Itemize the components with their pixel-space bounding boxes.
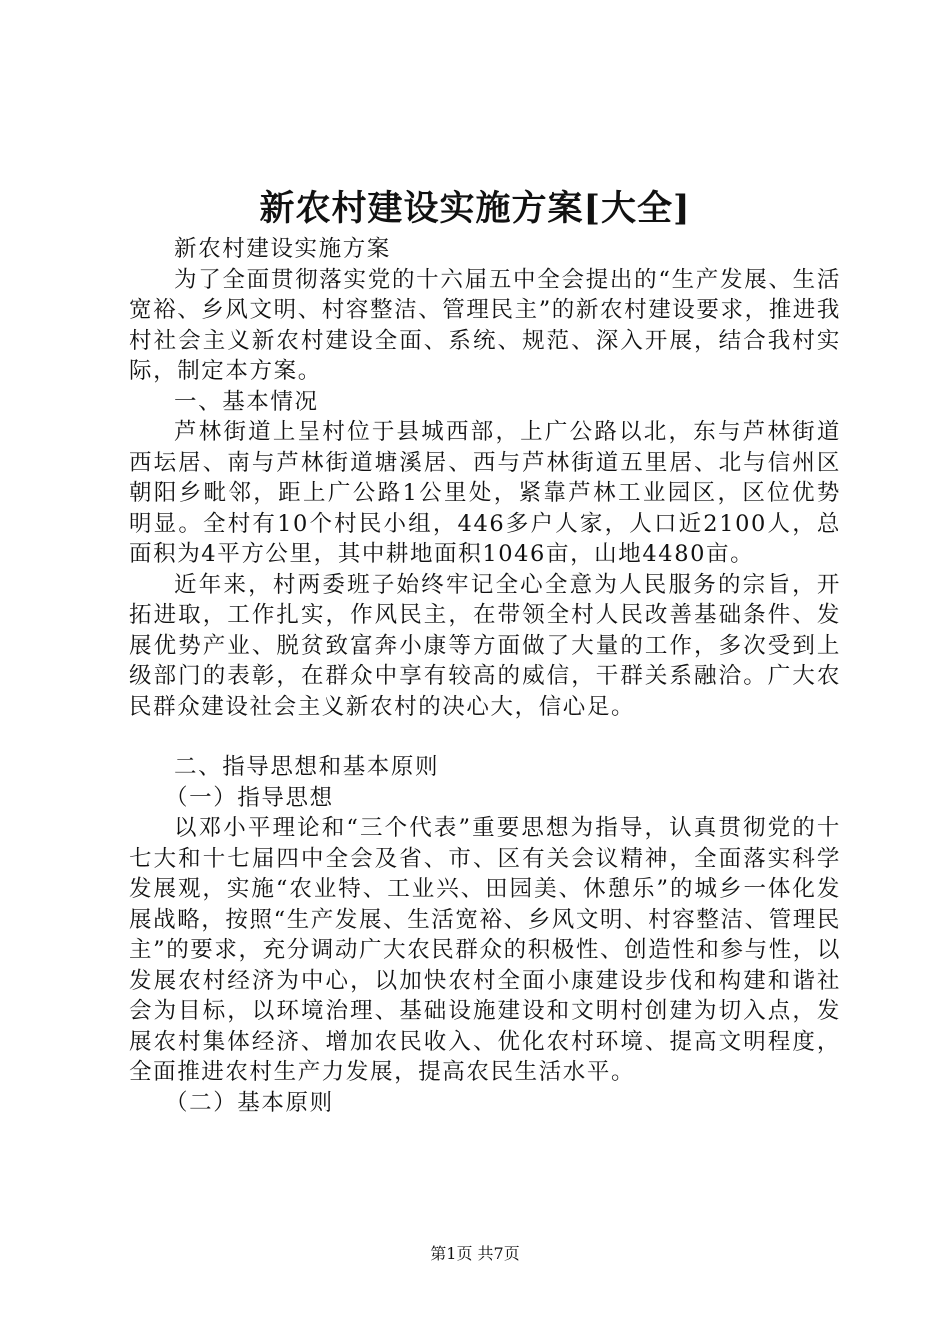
subheading-guiding-thought: （一）指导思想 bbox=[165, 784, 334, 811]
page-number-footer: 第1页 共7页 bbox=[430, 1244, 520, 1263]
document-title: 新农村建设实施方案[大全] bbox=[259, 188, 691, 229]
paragraph-guiding-thought: 以邓小平理论和“三个代表”重要思想为指导，认真贯彻党的十七大和十七届四中全会及省、市、区有关会议精神，全面落实科学发展观，实施“农业特、工业兴、田园美、休憩乐”的城乡一体化发展战略，按照“生产发展、生活宽裕、乡风文明、村容整洁、管理民主”的要求，充分调动广大农民群众的积极性、创造性和参与性，以发展农村经济为中心，以加快农村全面小康建设步伐和构建和谐社会为目标，以环境治理、基础设施建设和文明村创建为切入点，发展农村集体经济、增加农民收入、优化农村环境、提高文明程度，全面推进农村生产力发展，提高农民生活水平。 bbox=[129, 815, 842, 1085]
paragraph-village-location: 芦林街道上呈村位于县城西部，上广公路以北，东与芦林街道西坛居、南与芦林街道塘溪居、西与芦林街道五里居、北与信州区朝阳乡毗邻，距上广公路1公里处，紧靠芦林工业园区，区位优势明显。全村有10个村民小组，446多户人家，人口近2100人，总面积为4平方公里，其中耕地面积1046亩，山地4480亩。 bbox=[129, 419, 841, 567]
paragraph-doc-subtitle: 新农村建设实施方案 bbox=[174, 236, 391, 262]
document-body bbox=[129, 234, 841, 1118]
subheading-basic-principles: （二）基本原则 bbox=[165, 1089, 334, 1116]
heading-basic-situation: 一、基本情况 bbox=[174, 388, 319, 415]
paragraph-recent-years: 近年来，村两委班子始终牢记全心全意为人民服务的宗旨，开拓进取，工作扎实，作风民主，在带领全村人民改善基础条件、发展优势产业、脱贫致富奔小康等方面做了大量的工作，多次受到上级部门的表彰，在群众中享有较高的威信，干群关系融洽。广大农民群众建设社会主义新农村的决心大，信心足。 bbox=[129, 571, 841, 720]
heading-guiding-principles: 二、指导思想和基本原则 bbox=[174, 754, 440, 780]
paragraph-intro: 为了全面贯彻落实党的十六届五中全会提出的“生产发展、生活宽裕、乡风文明、村容整洁、管理民主”的新农村建设要求，推进我村社会主义新农村建设全面、系统、规范、深入开展，结合我村实际，制定本方案。 bbox=[129, 266, 842, 384]
